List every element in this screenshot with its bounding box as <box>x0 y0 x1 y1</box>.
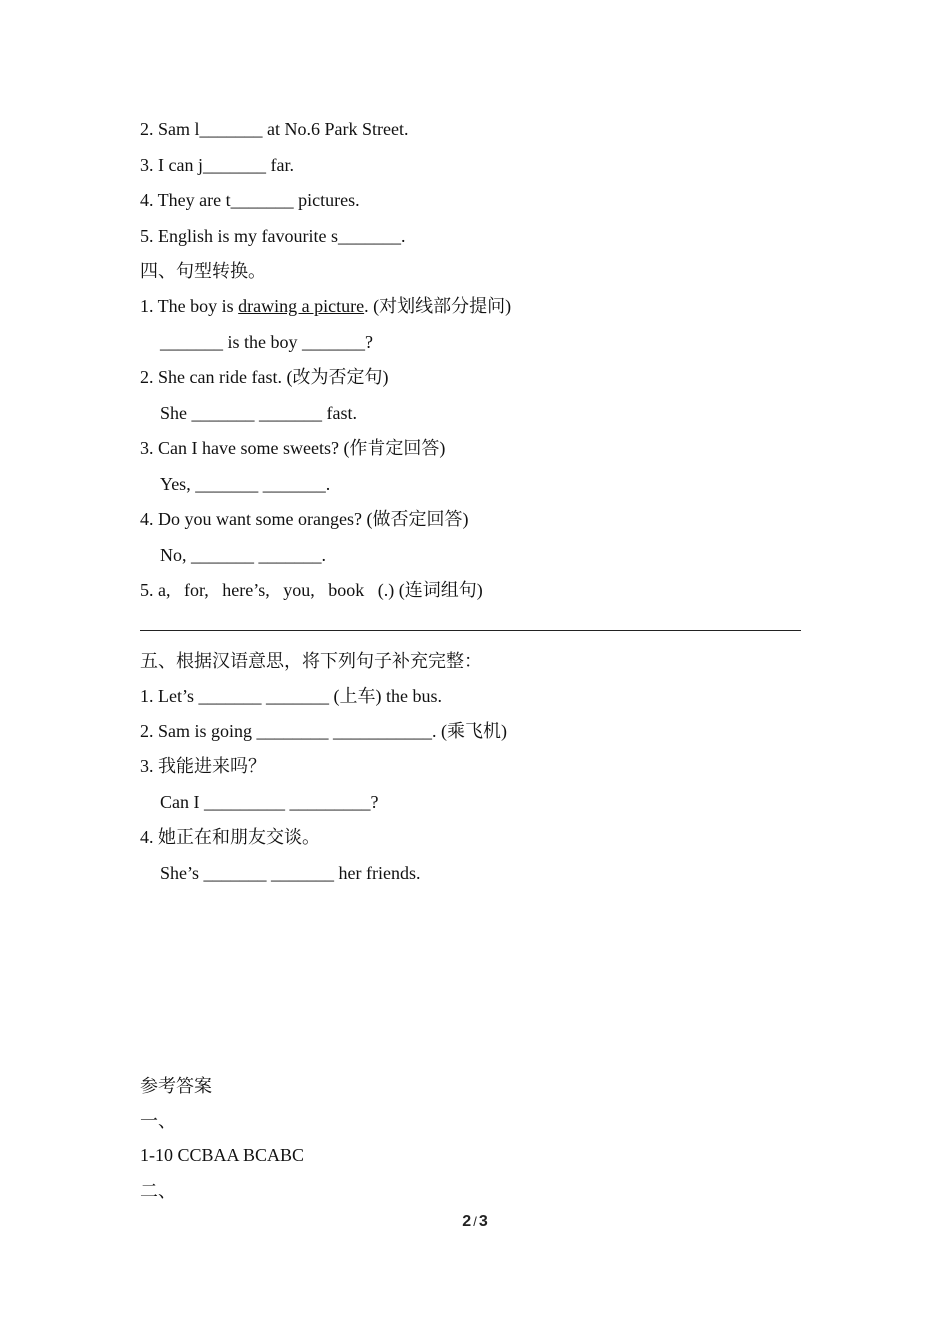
fill-in-item-4: 4. They are t_______ pictures. <box>140 190 360 210</box>
question-1-suffix: . (对划线部分提问) <box>364 296 512 316</box>
answers-part-1-content: 1-10 CCBAA BCABC <box>140 1145 305 1165</box>
fill-in-item-3: 3. I can j_______ far. <box>140 155 294 175</box>
transform-question-3: 3. Can I have some sweets? (作肯定回答) <box>140 438 446 458</box>
transform-answer-1: _______ is the boy _______? <box>160 332 373 352</box>
answer-blank-line <box>140 630 801 631</box>
translation-question-2: 2. Sam is going ________ ___________. (乘飞机) <box>140 721 507 741</box>
page-indicator <box>0 1213 950 1231</box>
translation-question-1: 1. Let’s _______ _______ (上车) the bus. <box>140 686 442 706</box>
transform-question-2: 2. She can ride fast. (改为否定句) <box>140 367 389 387</box>
translation-question-4: 4. 她正在和朋友交谈。 <box>140 827 320 847</box>
translation-answer-4: She’s _______ _______ her friends. <box>160 863 421 883</box>
section-5-heading: 五、根据汉语意思，将下列句子补充完整： <box>140 651 482 671</box>
translation-question-3: 3. 我能进来吗？ <box>140 756 266 776</box>
fill-in-item-5: 5. English is my favourite s_______. <box>140 226 406 246</box>
underlined-phrase: drawing a picture <box>238 296 365 316</box>
fill-in-item-2: 2. Sam l_______ at No.6 Park Street. <box>140 119 409 139</box>
translation-answer-3: Can I _________ _________? <box>160 792 379 812</box>
transform-answer-4: No, _______ _______. <box>160 545 326 565</box>
section-4-heading: 四、句型转换。 <box>140 261 266 281</box>
transform-answer-2: She _______ _______ fast. <box>160 403 357 423</box>
question-1-prefix: 1. The boy is <box>140 296 239 316</box>
total-pages: 3 <box>478 1213 488 1230</box>
answers-heading: 参考答案 <box>140 1076 212 1096</box>
answers-part-1-label: 一、 <box>140 1111 176 1131</box>
transform-question-5: 5. a, for, here’s, you, book (.) (连词组句) <box>140 580 483 600</box>
current-page: 2 <box>462 1213 472 1230</box>
transform-answer-3: Yes, _______ _______. <box>160 474 331 494</box>
transform-question-1 <box>140 295 511 317</box>
answers-part-2-label: 二、 <box>140 1181 176 1201</box>
transform-question-4: 4. Do you want some oranges? (做否定回答) <box>140 509 469 529</box>
page-separator: / <box>473 1214 477 1229</box>
